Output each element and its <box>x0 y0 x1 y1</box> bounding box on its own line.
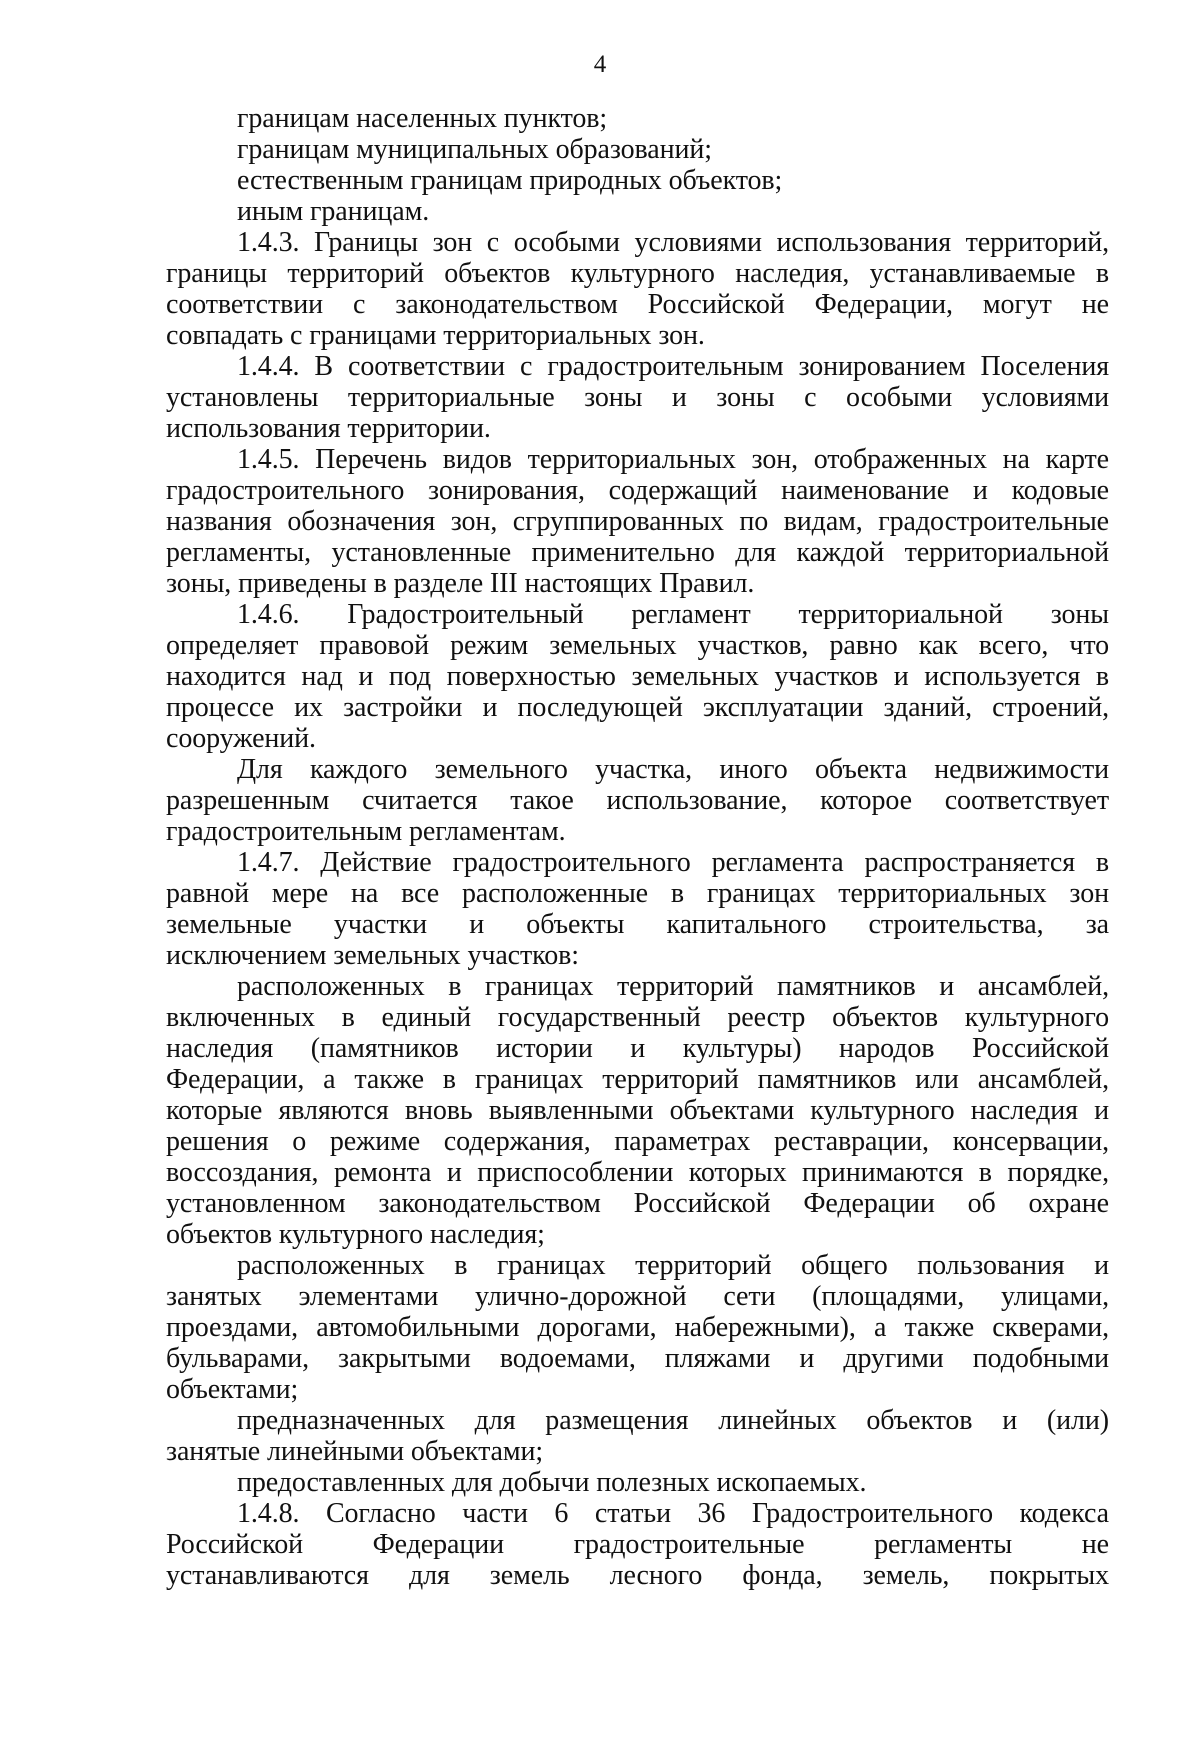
text-line: Для каждого земельного участка, иного объекта недвижимости <box>237 754 1109 785</box>
text-line: названия обозначения зон, сгруппированных по видам, градостроительные <box>166 506 1109 537</box>
text-line: разрешенным считается такое использование, которое соответствует <box>166 785 1109 816</box>
text-line: объектов культурного наследия; <box>166 1219 545 1250</box>
text-line: установлены территориальные зоны и зоны с особыми условиями <box>166 382 1109 413</box>
text-line: сооружений. <box>166 723 316 754</box>
page-number: 4 <box>593 51 607 78</box>
text-line: исключением земельных участков: <box>166 940 579 971</box>
text-line: земельные участки и объекты капитального строительства, за <box>166 909 1109 940</box>
text-line: градостроительным регламентам. <box>166 816 566 847</box>
text-line: Федерации, а также в границах территорий памятников или ансамблей, <box>166 1064 1109 1095</box>
text-line: 1.4.6. Градостроительный регламент территориальной зоны <box>237 599 1109 630</box>
text-line: расположенных в границах территорий памятников и ансамблей, <box>237 971 1109 1002</box>
text-line: границам муниципальных образований; <box>237 134 712 165</box>
text-line: 1.4.8. Согласно части 6 статьи 36 Градостроительного кодекса <box>237 1498 1109 1529</box>
text-line: бульварами, закрытыми водоемами, пляжами и другими подобными <box>166 1343 1109 1374</box>
text-line: расположенных в границах территорий общего пользования и <box>237 1250 1109 1281</box>
text-line: установленном законодательством Российской Федерации об охране <box>166 1188 1109 1219</box>
text-line: объектами; <box>166 1374 299 1405</box>
text-line: регламенты, установленные применительно для каждой территориальной <box>166 537 1109 568</box>
text-line: включенных в единый государственный реестр объектов культурного <box>166 1002 1109 1033</box>
text-line: равной мере на все расположенные в границах территориальных зон <box>166 878 1109 909</box>
text-line: совпадать с границами территориальных зон. <box>166 320 705 351</box>
text-line: 1.4.5. Перечень видов территориальных зон, отображенных на карте <box>237 444 1109 475</box>
text-line: наследия (памятников истории и культуры) народов Российской <box>166 1033 1109 1064</box>
text-line: Российской Федерации градостроительные регламенты не <box>166 1529 1109 1560</box>
text-line: устанавливаются для земель лесного фонда, земель, покрытых <box>166 1560 1109 1591</box>
text-line: находится над и под поверхностью земельных участков и используется в <box>166 661 1109 692</box>
text-line: занятые линейными объектами; <box>166 1436 544 1467</box>
text-line: которые являются вновь выявленными объектами культурного наследия и <box>166 1095 1109 1126</box>
text-line: воссоздания, ремонта и приспособлении которых принимаются в порядке, <box>166 1157 1109 1188</box>
text-line: соответствии с законодательством Российской Федерации, могут не <box>166 289 1109 320</box>
text-line: использования территории. <box>166 413 491 444</box>
text-line: границам населенных пунктов; <box>237 103 608 134</box>
document-body <box>166 103 1109 1591</box>
text-line: границы территорий объектов культурного наследия, устанавливаемые в <box>166 258 1109 289</box>
text-line: 1.4.3. Границы зон с особыми условиями использования территорий, <box>237 227 1109 258</box>
text-line: градостроительного зонирования, содержащий наименование и кодовые <box>166 475 1109 506</box>
text-line: зоны, приведены в разделе III настоящих Правил. <box>166 568 755 599</box>
text-line: 1.4.4. В соответствии с градостроительным зонированием Поселения <box>237 351 1109 382</box>
text-line: занятых элементами улично-дорожной сети (площадями, улицами, <box>166 1281 1109 1312</box>
text-line: проездами, автомобильными дорогами, набережными), а также скверами, <box>166 1312 1109 1343</box>
text-line: процессе их застройки и последующей эксплуатации зданий, строений, <box>166 692 1109 723</box>
text-line: 1.4.7. Действие градостроительного регламента распространяется в <box>237 847 1109 878</box>
text-line: решения о режиме содержания, параметрах реставрации, консервации, <box>166 1126 1109 1157</box>
text-line: предназначенных для размещения линейных объектов и (или) <box>237 1405 1109 1436</box>
text-line: иным границам. <box>237 196 430 227</box>
text-line: определяет правовой режим земельных участков, равно как всего, что <box>166 630 1109 661</box>
text-line: предоставленных для добычи полезных ископаемых. <box>237 1467 867 1498</box>
text-line: естественным границам природных объектов; <box>237 165 783 196</box>
